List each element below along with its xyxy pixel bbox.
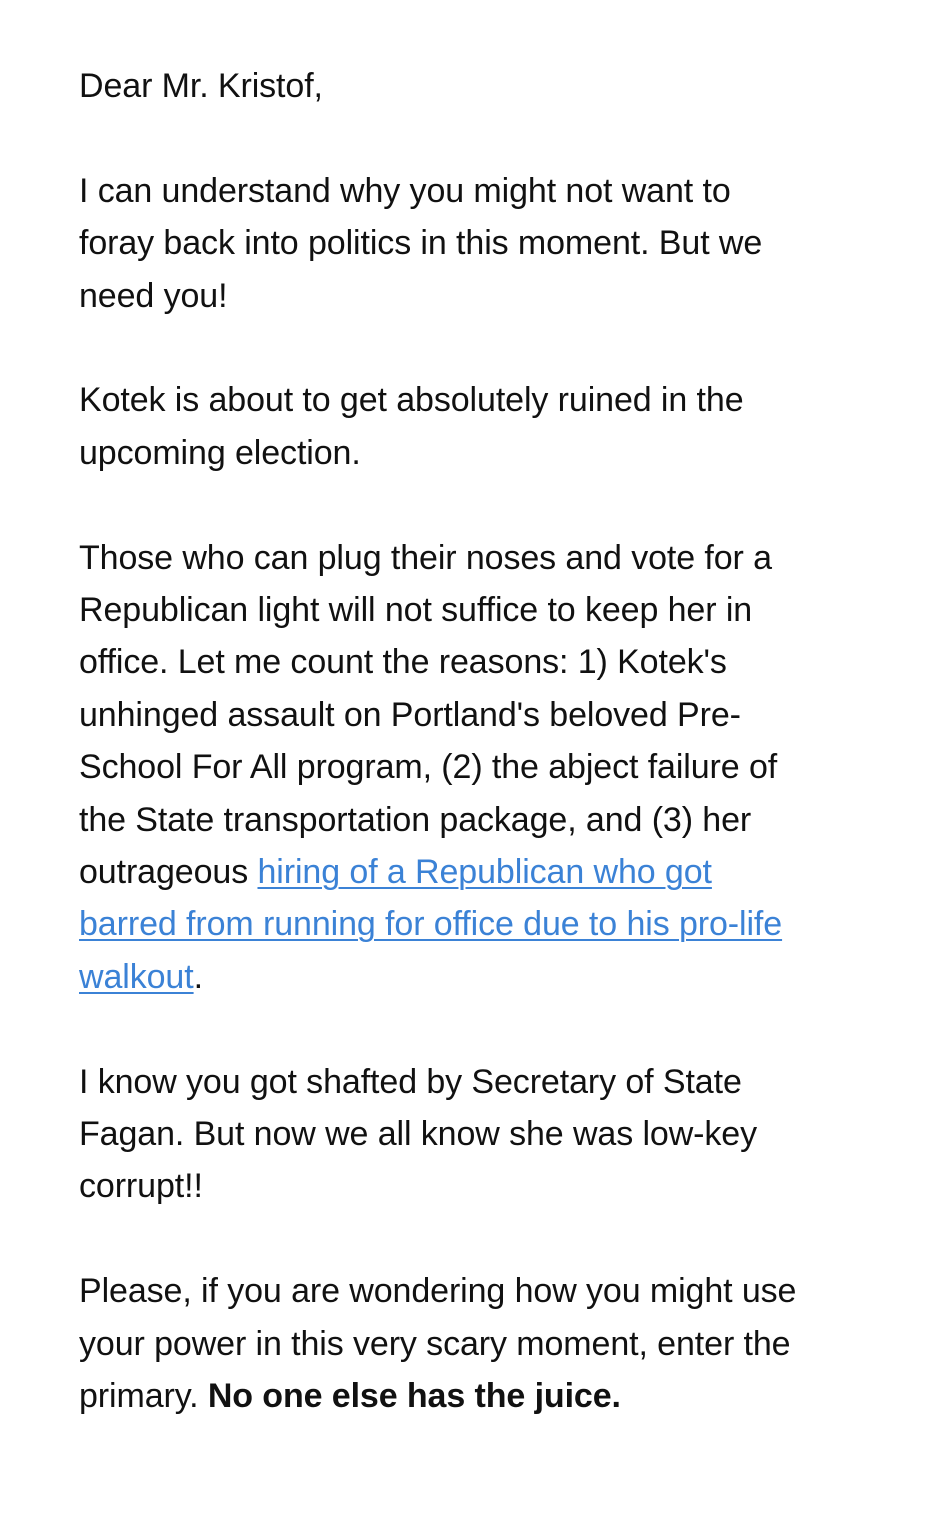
paragraph-4: I know you got shafted by Secretary of State Fagan. But now we all know she was low-key corrupt!! — [79, 1062, 758, 1206]
paragraph-3 — [79, 532, 809, 1004]
closing-emphasis: No one else has the juice. — [207, 1377, 621, 1416]
paragraph-3-end: . — [193, 957, 203, 996]
paragraph-3-text: Those who can plug their noses and vote for a Republican light will not suffice to keep her in office. Let me count the reasons: 1) Kotek's unhinged assault on Portland's beloved Pre-School For All program, (2) the abject failure of the State transportation package, and (3) her outrageous — [79, 538, 778, 892]
hiring-article-link[interactable]: hiring of a Republican who got barred from running for office due to his pro-life walkout — [79, 853, 783, 996]
paragraph-2: Kotek is about to get absolutely ruined in the upcoming election. — [79, 381, 744, 472]
paragraph-1: I can understand why you might not want to foray back into politics in this moment. But we need you! — [79, 171, 763, 315]
paragraph-5 — [79, 1265, 809, 1422]
paragraph-5-text: Please, if you are wondering how you might use your power in this very scary moment, enter the primary. — [79, 1272, 797, 1416]
letter-body — [79, 60, 809, 1422]
salutation: Dear Mr. Kristof, — [79, 67, 323, 105]
